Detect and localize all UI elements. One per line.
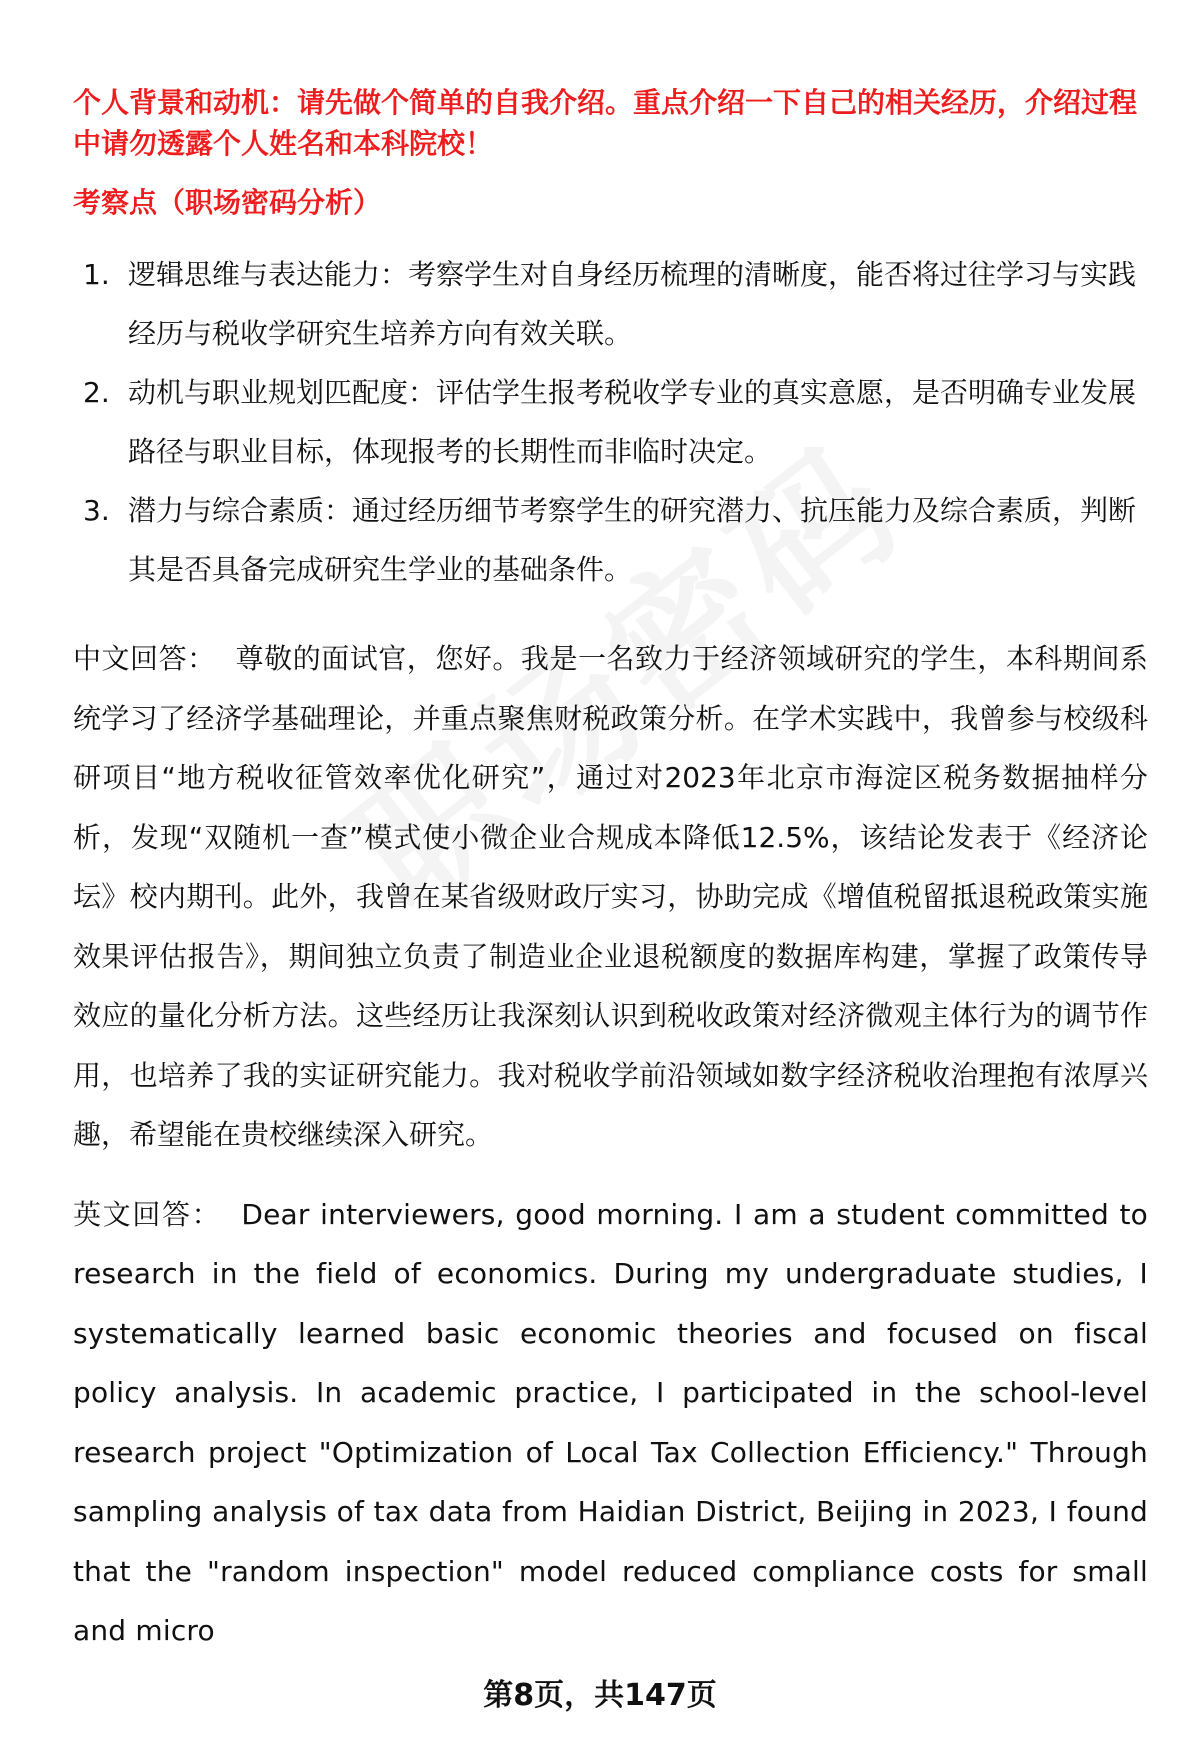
assessment-point xyxy=(73,363,1148,481)
assessment-points-list xyxy=(73,245,1148,599)
point-number: 1. xyxy=(83,258,110,291)
assessment-point xyxy=(73,245,1148,363)
english-answer-label: 英文回答： xyxy=(73,1197,222,1231)
assessment-point xyxy=(73,481,1148,599)
chinese-answer-label: 中文回答： xyxy=(73,642,216,675)
point-number: 3. xyxy=(83,494,110,527)
point-text: 动机与职业规划匹配度：评估学生报考税收学专业的真实意愿，是否明确专业发展路径与职业目标，体现报考的长期性而非临时决定。 xyxy=(128,376,1137,468)
page-footer: 第8页，共147页 xyxy=(483,1678,717,1713)
question-heading: 个人背景和动机：请先做个简单的自我介绍。重点介绍一下自己的相关经历，介绍过程中请勿透露个人姓名和本科院校！ xyxy=(73,86,1138,160)
assessment-heading: 考察点（职场密码分析） xyxy=(73,186,382,219)
english-answer xyxy=(73,1185,1148,1661)
page-content xyxy=(73,82,1148,1661)
point-text: 逻辑思维与表达能力：考察学生对自身经历梳理的清晰度，能否将过往学习与实践经历与税收学研究生培养方向有效关联。 xyxy=(128,258,1137,350)
chinese-answer-text: 尊敬的面试官，您好。我是一名致力于经济领域研究的学生，本科期间系统学习了经济学基础理论，并重点聚焦财税政策分析。在学术实践中，我曾参与校级科研项目“地方税收征管效率优化研究”，通过对2023年北京市海淀区税务数据抽样分析，发现“双随机一查”模式使小微企业合规成本降低12.5%，该结论发表于《经济论坛》校内期刊。此外，我曾在某省级财政厅实习，协助完成《增值税留抵退税政策实施效果评估报告》，期间独立负责了制造业企业退税额度的数据库构建，掌握了政策传导效应的量化分析方法。这些经历让我深刻认识到税收政策对经济微观主体行为的调节作用，也培养了我的实证研究能力。我对税收学前沿领域如数字经济税收治理抱有浓厚兴趣，希望能在贵校继续深入研究。 xyxy=(73,642,1148,1151)
point-number: 2. xyxy=(83,376,110,409)
point-text: 潜力与综合素质：通过经历细节考察学生的研究潜力、抗压能力及综合素质，判断其是否具备完成研究生学业的基础条件。 xyxy=(128,494,1137,586)
chinese-answer xyxy=(73,629,1148,1165)
english-answer-text: Dear interviewers, good morning. I am a student committed to research in the field of economics. During my undergraduate studies, I systematically learned basic economic theories and focused on fiscal policy analysis. In academic practice, I participated in the school-level research project "Optimization of Local Tax Collection Efficiency." Through sampling analysis of tax data from Haidian District, Beijing in 2023, I found that the "random inspection" model reduced compliance costs for small and micro xyxy=(73,1197,1148,1647)
